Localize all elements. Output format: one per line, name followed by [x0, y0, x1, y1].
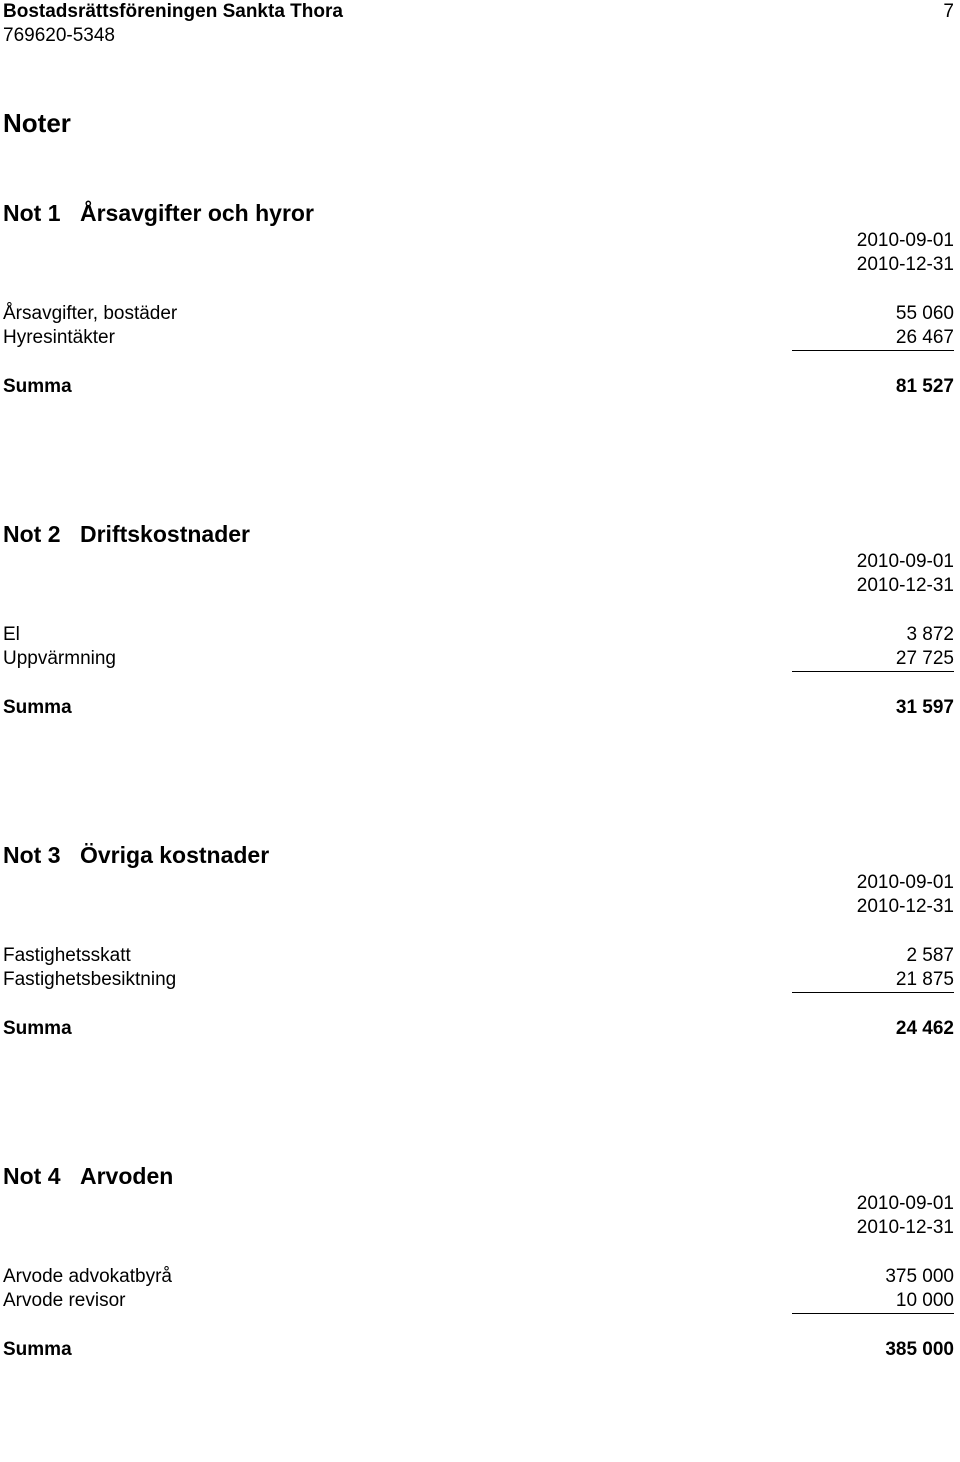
table-row	[3, 302, 954, 326]
total-value: 81 527	[895, 376, 954, 397]
row-label: Arvode revisor	[3, 1290, 126, 1311]
note-number: Not 4	[3, 1163, 61, 1189]
row-label: Fastighetsbesiktning	[3, 969, 177, 990]
note-2	[0, 520, 960, 820]
period-start: 2010-09-01	[856, 551, 954, 572]
total-value: 385 000	[885, 1339, 954, 1360]
table-row	[3, 968, 954, 992]
note-title: Årsavgifter och hyror	[80, 200, 314, 226]
table-row	[3, 623, 954, 647]
row-label: El	[3, 624, 20, 645]
page-number: 7	[943, 1, 954, 22]
period-start: 2010-09-01	[856, 1193, 954, 1214]
subtotal-rule	[792, 350, 954, 351]
note-1	[0, 199, 960, 499]
organization-name: Bostadsrättsföreningen Sankta Thora	[3, 1, 343, 22]
row-value: 27 725	[895, 648, 954, 669]
table-row	[3, 647, 954, 671]
table-row	[3, 1265, 954, 1289]
total-label: Summa	[3, 697, 72, 718]
note-3	[0, 841, 960, 1141]
period-start: 2010-09-01	[856, 872, 954, 893]
row-value: 10 000	[895, 1290, 954, 1311]
note-heading	[3, 841, 269, 869]
total-value: 31 597	[895, 697, 954, 718]
note-4	[0, 1162, 960, 1462]
organization-number: 769620-5348	[3, 25, 115, 46]
table-row	[3, 944, 954, 968]
note-title: Driftskostnader	[80, 521, 250, 547]
note-title: Arvoden	[80, 1163, 174, 1189]
total-row	[3, 1017, 954, 1041]
row-value: 26 467	[895, 327, 954, 348]
row-value: 375 000	[885, 1266, 954, 1287]
subtotal-rule	[792, 671, 954, 672]
row-label: Hyresintäkter	[3, 327, 115, 348]
total-label: Summa	[3, 1339, 72, 1360]
page-title: Noter	[3, 108, 71, 138]
total-row	[3, 375, 954, 399]
note-number: Not 3	[3, 842, 61, 868]
row-label: Fastighetsskatt	[3, 945, 131, 966]
row-label: Årsavgifter, bostäder	[3, 303, 178, 324]
total-row	[3, 1338, 954, 1362]
table-row	[3, 326, 954, 350]
note-number: Not 1	[3, 200, 61, 226]
table-row	[3, 1289, 954, 1313]
total-value: 24 462	[895, 1018, 954, 1039]
note-heading	[3, 199, 314, 227]
row-value: 3 872	[906, 624, 954, 645]
period-end: 2010-12-31	[856, 1217, 954, 1238]
subtotal-rule	[792, 992, 954, 993]
row-label: Arvode advokatbyrå	[3, 1266, 172, 1287]
total-label: Summa	[3, 1018, 72, 1039]
period-end: 2010-12-31	[856, 575, 954, 596]
period-start: 2010-09-01	[856, 230, 954, 251]
total-row	[3, 696, 954, 720]
period-end: 2010-12-31	[856, 896, 954, 917]
note-title: Övriga kostnader	[80, 842, 270, 868]
row-value: 21 875	[895, 969, 954, 990]
row-label: Uppvärmning	[3, 648, 116, 669]
note-heading	[3, 1162, 173, 1190]
row-value: 55 060	[895, 303, 954, 324]
subtotal-rule	[792, 1313, 954, 1314]
total-label: Summa	[3, 376, 72, 397]
note-heading	[3, 520, 250, 548]
period-end: 2010-12-31	[856, 254, 954, 275]
row-value: 2 587	[906, 945, 954, 966]
note-number: Not 2	[3, 521, 61, 547]
